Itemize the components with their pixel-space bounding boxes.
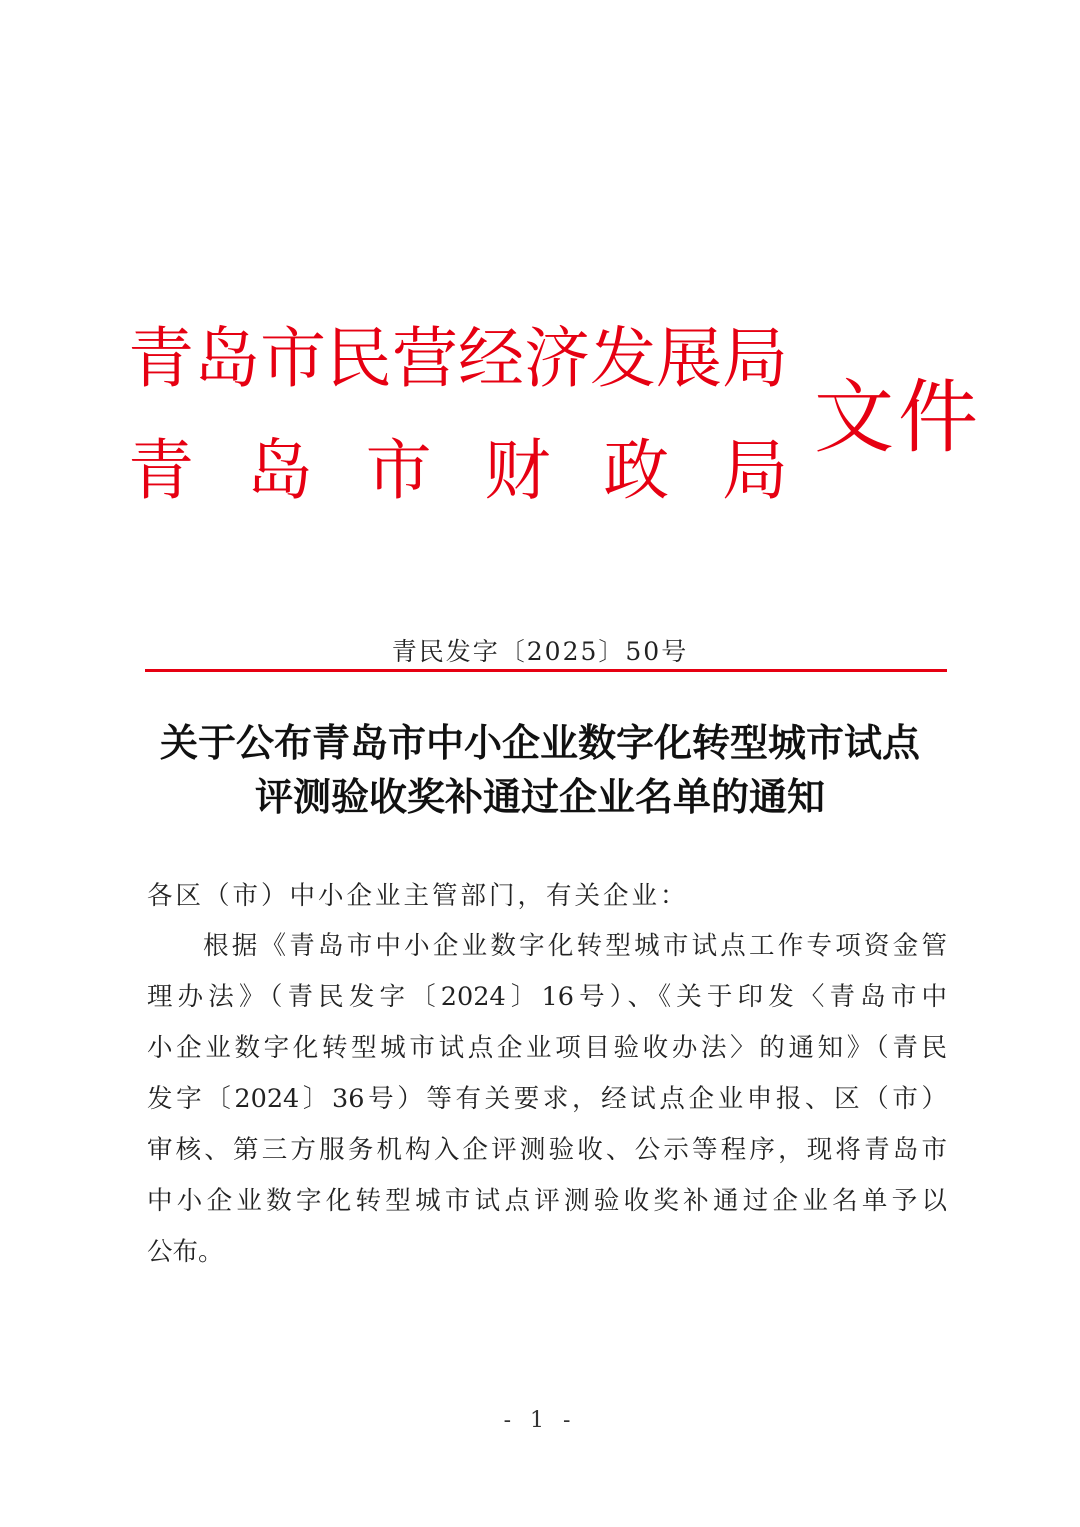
masthead-char: 局 [721, 432, 788, 509]
masthead-char: 济 [524, 320, 590, 397]
paragraph-line: 根据《青岛市中小企业数字化转型城市试点工作专项资金管 [203, 931, 947, 961]
masthead-char: 局 [722, 320, 788, 397]
masthead-suffix: 文件 [814, 371, 982, 464]
masthead-char: 财 [484, 432, 551, 509]
paragraph-line: 公布。 [147, 1237, 224, 1267]
paragraph-line: 小企业数字化转型城市试点企业项目验收办法〉的通知》（青民 [147, 1033, 947, 1063]
masthead-char: 营 [392, 320, 458, 397]
masthead-issuer-1 [128, 320, 788, 397]
paragraph-line: 中小企业数字化转型城市试点评测验收奖补通过企业名单予以 [147, 1186, 947, 1216]
masthead-char: 岛 [246, 432, 313, 509]
salutation: 各区（市）中小企业主管部门，有关企业： [147, 881, 689, 911]
page-number: - 1 - [503, 1408, 577, 1433]
masthead-char: 市 [260, 320, 326, 397]
masthead-char: 发 [590, 320, 656, 397]
masthead-char: 展 [656, 320, 722, 397]
masthead-char: 民 [326, 320, 392, 397]
masthead-char: 政 [603, 432, 670, 509]
masthead-issuer-2 [128, 432, 788, 509]
masthead-char: 经 [458, 320, 524, 397]
masthead-char: 市 [365, 432, 432, 509]
masthead-char: 青 [128, 320, 194, 397]
paragraph-line: 发字〔2024〕36号）等有关要求，经试点企业申报、区（市） [147, 1084, 947, 1114]
document-number: 青民发字〔2025〕50号 [391, 637, 689, 666]
red-divider [145, 669, 947, 672]
masthead-char: 岛 [194, 320, 260, 397]
document-title-line-2: 评测验收奖补通过企业名单的通知 [254, 775, 825, 819]
document-title-line-1: 关于公布青岛市中小企业数字化转型城市试点 [159, 721, 920, 765]
body-paragraph [147, 931, 947, 1291]
paragraph-line: 审核、第三方服务机构入企评测验收、公示等程序，现将青岛市 [147, 1135, 947, 1165]
masthead-char: 青 [128, 432, 194, 509]
paragraph-line: 理办法》（青民发字〔2024〕16号）、《关于印发〈青岛市中 [147, 982, 947, 1012]
